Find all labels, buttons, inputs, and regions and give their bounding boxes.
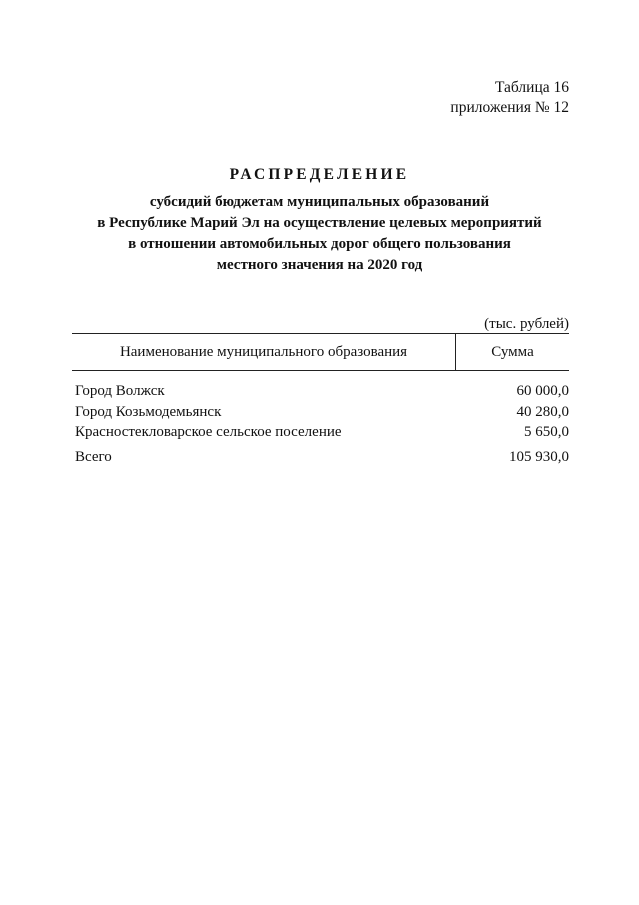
subtitle-line: местного значения на 2020 год xyxy=(216,257,423,273)
row-amount: 40 280,0 xyxy=(516,403,569,420)
table-number: Таблица 16 xyxy=(494,79,569,96)
total-label: Всего xyxy=(75,448,112,465)
table-body xyxy=(72,381,569,467)
row-name: Красностекловарское сельское поселение xyxy=(75,424,342,440)
appendix-number: приложения № 12 xyxy=(450,99,569,116)
table-header xyxy=(72,333,569,371)
distribution-table xyxy=(72,333,569,467)
table-row xyxy=(72,381,569,402)
table-row xyxy=(72,402,569,423)
subtitle-line: в отношении автомобильных дорог общего пользования xyxy=(128,236,511,252)
row-amount: 60 000,0 xyxy=(516,383,569,399)
table-reference xyxy=(450,78,569,118)
table-row xyxy=(72,422,569,443)
row-name: Город Волжск xyxy=(75,383,165,399)
column-header-amount: Сумма xyxy=(491,343,534,360)
total-amount: 105 930,0 xyxy=(509,448,569,465)
document-subtitle xyxy=(0,192,639,276)
subtitle-line: в Республике Марий Эл на осуществление целевых мероприятий xyxy=(97,215,542,231)
column-header-name: Наименование муниципального образования xyxy=(72,334,456,370)
subtitle-line: субсидий бюджетам муниципальных образований xyxy=(149,194,490,210)
document-title: РАСПРЕДЕЛЕНИЕ xyxy=(229,166,410,183)
row-name: Город Козьмодемьянск xyxy=(75,403,222,420)
units-label: (тыс. рублей) xyxy=(484,316,569,332)
row-amount: 5 650,0 xyxy=(524,424,569,440)
table-total-row xyxy=(72,447,569,468)
